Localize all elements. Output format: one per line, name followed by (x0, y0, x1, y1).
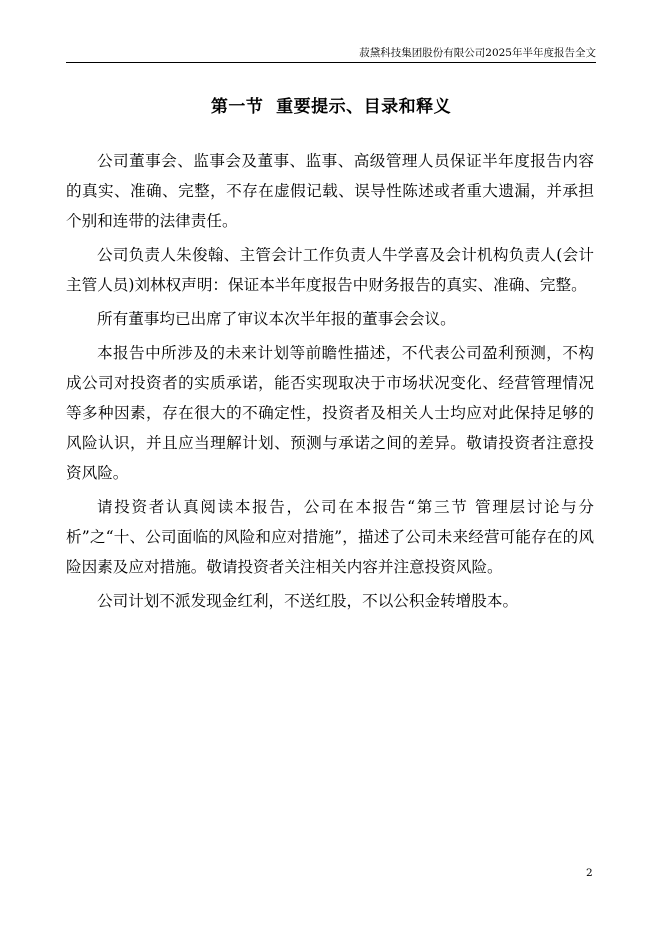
page-header (66, 46, 596, 63)
paragraph-financial-statement: 公司负责人朱俊翰、主管会计工作负责人牛学喜及会计机构负责人(会计主管人员)刘林权声明：保证本半年度报告中财务报告的真实、准确、完整。 (66, 246, 594, 294)
paragraph-risk-notice: 请投资者认真阅读本报告，公司在本报告“第三节 管理层讨论与分析”之“十、公司面临的风险和应对措施”，描述了公司未来经营可能存在的风险因素及应对措施。敬请投资者关注相关内容并注意投资风险。 (66, 498, 594, 576)
paragraph-forward-looking: 本报告中所涉及的未来计划等前瞻性描述，不代表公司盈利预测，不构成公司对投资者的实质承诺，能否实现取决于市场状况变化、经营管理情况等多种因素，存在很大的不确定性，投资者及相关人士均应对此保持足够的风险认识，并且应当理解计划、预测与承诺之间的差异。敬请投资者注意投资风险。 (66, 344, 594, 482)
paragraph-dividend-plan: 公司计划不派发现金红利，不送红股，不以公积金转增股本。 (97, 592, 519, 610)
paragraph-board-attendance: 所有董事均已出席了审议本次半年报的董事会会议。 (97, 310, 456, 328)
running-title: 菽黛科技集团股份有限公司2025年半年度报告全文 (359, 47, 596, 59)
page-number: 2 (586, 867, 593, 879)
body-text (66, 146, 594, 620)
section-title: 第一节 重要提示、目录和释义 (210, 97, 452, 117)
paragraph-responsibility: 公司董事会、监事会及董事、监事、高级管理人员保证半年度报告内容的真实、准确、完整，不存在虚假记载、误导性陈述或者重大遗漏，并承担个别和连带的法律责任。 (66, 152, 594, 230)
